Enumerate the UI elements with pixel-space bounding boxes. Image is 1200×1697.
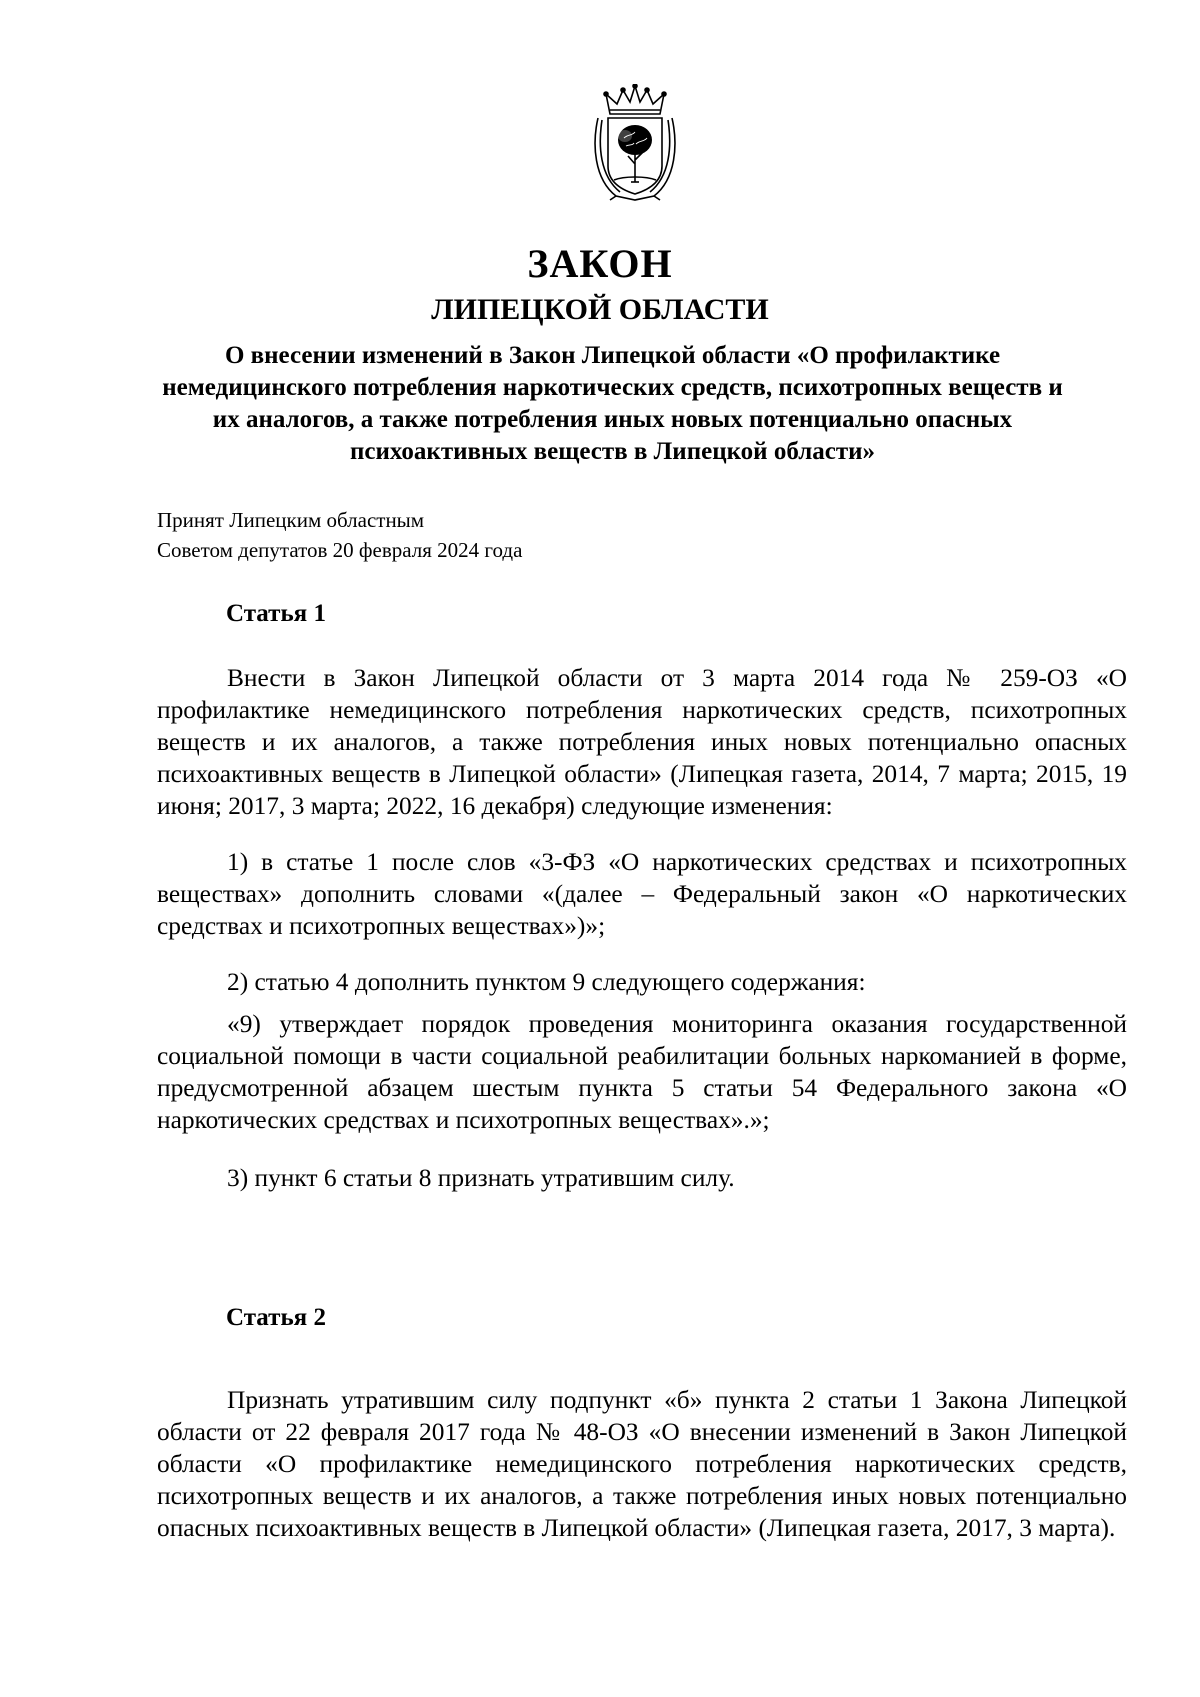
article-1-paragraph-4: «9) утверждает порядок проведения мониторинга оказания государственной социальной помощи в части социальной реабилитации больных наркоманией в форме, предусмотренной абзацем шестым пункта 5 статьи 54 Федерального закона «О наркотических средствах и психотропных веществах».»; xyxy=(157,1010,1127,1134)
document-subject: О внесении изменений в Закон Липецкой области «О профилактике немедицинского потребления наркотических средств, психотропных веществ и их аналогов, а также потребления иных новых потенциально опасных психоактивных веществ в Липецкой области» xyxy=(162,342,1063,465)
coat-of-arms-icon xyxy=(590,84,680,202)
document-region: ЛИПЕЦКОЙ ОБЛАСТИ xyxy=(431,293,769,326)
article-1-body xyxy=(157,662,1127,1194)
article-1-heading: Статья 1 xyxy=(226,600,326,627)
article-2-heading: Статья 2 xyxy=(226,1304,326,1331)
article-2-body xyxy=(157,1384,1127,1544)
article-1-paragraph-5: 3) пункт 6 статьи 8 признать утратившим силу. xyxy=(227,1164,735,1192)
adoption-note xyxy=(157,505,522,565)
adoption-line-1: Принят Липецким областным xyxy=(157,508,425,532)
document-title: ЗАКОН xyxy=(527,241,673,286)
article-1-paragraph-2: 1) в статье 1 после слов «3-ФЗ «О наркотических средствах и психотропных веществах» дополнить словами «(далее – Федеральный закон «О наркотических средствах и психотропных веществах»)»; xyxy=(157,848,1127,940)
article-2-paragraph-1: Признать утратившим силу подпункт «б» пункта 2 статьи 1 Закона Липецкой области от 22 февраля 2017 года № 48-ОЗ «О внесении изменений в Закон Липецкой области «О профилактике немедицинского потребления наркотических средств, психотропных веществ и их аналогов, а также потребления иных новых потенциально опасных психоактивных веществ в Липецкой области» (Липецкая газета, 2017, 3 марта). xyxy=(157,1386,1127,1542)
article-1-paragraph-3: 2) статью 4 дополнить пунктом 9 следующего содержания: xyxy=(227,968,866,996)
adoption-line-2: Советом депутатов 20 февраля 2024 года xyxy=(157,538,523,562)
article-1-paragraph-1: Внести в Закон Липецкой области от 3 марта 2014 года № 259-ОЗ «О профилактике немедицинского потребления наркотических средств, психотропных веществ и их аналогов, а также потребления иных новых потенциально опасных психоактивных веществ в Липецкой области» (Липецкая газета, 2014, 7 марта; 2015, 19 июня; 2017, 3 марта; 2022, 16 декабря) следующие изменения: xyxy=(157,664,1127,820)
